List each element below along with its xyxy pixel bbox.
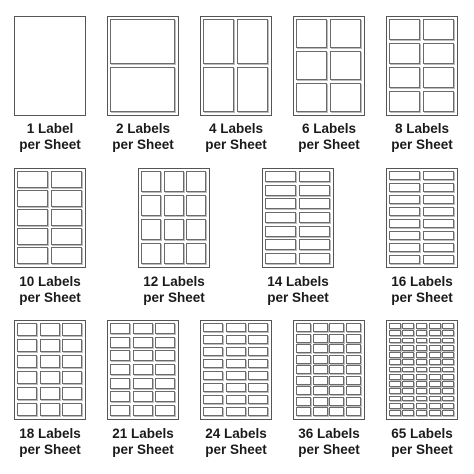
label-cell — [402, 388, 414, 394]
label-cell — [329, 344, 344, 353]
label-cell — [248, 335, 268, 344]
caption-line-per-sheet: per Sheet — [19, 290, 81, 305]
label-cell — [62, 403, 82, 416]
label-cell — [346, 323, 361, 332]
sheet-diagram — [14, 320, 86, 420]
label-cell — [296, 386, 311, 395]
label-cell — [416, 330, 428, 336]
label-cell — [402, 330, 414, 336]
label-cell — [296, 397, 311, 406]
label-cell — [442, 381, 454, 387]
caption-line-count: 10 Labels — [19, 274, 81, 289]
label-cell — [346, 386, 361, 395]
label-cell — [299, 198, 330, 209]
label-cell — [329, 397, 344, 406]
label-cell — [329, 334, 344, 343]
caption-line-per-sheet: per Sheet — [205, 442, 267, 457]
label-cell — [389, 352, 401, 358]
label-cell — [248, 371, 268, 380]
label-cell — [423, 219, 454, 228]
label-cell — [329, 365, 344, 374]
caption-line-per-sheet: per Sheet — [205, 137, 267, 152]
label-cell — [442, 410, 454, 416]
label-cell — [237, 67, 268, 112]
label-cell — [389, 381, 401, 387]
label-cell — [313, 376, 328, 385]
label-cell — [203, 323, 223, 332]
caption-line-per-sheet: per Sheet — [391, 137, 453, 152]
label-cell — [423, 195, 454, 204]
label-cell — [313, 323, 328, 332]
label-cell — [346, 334, 361, 343]
label-cell — [313, 355, 328, 364]
label-cell — [226, 383, 246, 392]
label-cell — [299, 185, 330, 196]
caption-line-per-sheet: per Sheet — [112, 442, 174, 457]
caption — [2, 274, 98, 306]
sheet-diagram — [138, 168, 210, 268]
label-cell — [141, 195, 161, 216]
caption-line-per-sheet: per Sheet — [298, 442, 360, 457]
caption-line-per-sheet: per Sheet — [19, 442, 81, 457]
label-cell — [416, 345, 428, 351]
label-cell — [164, 219, 184, 240]
label-cell — [429, 388, 441, 394]
label-cell — [110, 67, 175, 112]
label-cell — [133, 350, 153, 361]
label-cell — [416, 359, 428, 365]
label-cell — [51, 209, 82, 226]
label-cell — [155, 350, 175, 361]
caption — [281, 121, 377, 153]
label-cell — [203, 67, 234, 112]
label-cell — [299, 239, 330, 250]
label-cell — [248, 395, 268, 404]
caption — [126, 274, 222, 306]
caption-line-per-sheet: per Sheet — [391, 442, 453, 457]
label-cell — [17, 228, 48, 245]
label-cell — [389, 183, 420, 192]
caption-line-per-sheet: per Sheet — [298, 137, 360, 152]
label-cell — [402, 338, 414, 344]
label-cell — [110, 350, 130, 361]
label-cell — [62, 371, 82, 384]
sheet-diagram — [262, 168, 334, 268]
caption-line-count: 1 Label — [26, 121, 74, 136]
sheet-diagram — [107, 320, 179, 420]
caption-line-count: 24 Labels — [205, 426, 267, 441]
caption — [374, 121, 470, 153]
sheet-diagram — [386, 320, 458, 420]
sheet-diagram — [200, 320, 272, 420]
label-cell — [389, 359, 401, 365]
label-cell — [423, 43, 454, 64]
caption — [2, 426, 98, 458]
label-cell — [389, 19, 420, 40]
label-cell — [164, 243, 184, 264]
label-cell — [203, 407, 223, 416]
caption-line-count: 12 Labels — [143, 274, 205, 289]
sheet-diagram — [293, 320, 365, 420]
label-cell — [329, 376, 344, 385]
label-cell — [429, 323, 441, 329]
label-cell — [442, 367, 454, 373]
caption — [188, 426, 284, 458]
label-cell — [265, 185, 296, 196]
label-cell — [51, 171, 82, 188]
label-cell — [299, 212, 330, 223]
label-cell — [17, 323, 37, 336]
label-cell — [17, 355, 37, 368]
label-cell — [423, 183, 454, 192]
label-cell — [346, 365, 361, 374]
label-cell — [442, 330, 454, 336]
label-cell — [133, 364, 153, 375]
label-cell — [429, 381, 441, 387]
label-cell — [329, 355, 344, 364]
label-cell — [429, 330, 441, 336]
label-cell — [155, 364, 175, 375]
label-cell — [62, 387, 82, 400]
label-cell — [402, 345, 414, 351]
label-cell — [265, 212, 296, 223]
label-cell — [203, 359, 223, 368]
label-cell — [423, 255, 454, 264]
label-cell — [226, 323, 246, 332]
label-cell — [237, 19, 268, 64]
label-cell — [429, 345, 441, 351]
label-cell — [17, 190, 48, 207]
label-cell — [329, 323, 344, 332]
label-cell — [248, 407, 268, 416]
caption — [374, 274, 470, 306]
label-cell — [17, 371, 37, 384]
caption — [188, 121, 284, 153]
sheet-diagram — [386, 16, 458, 116]
label-cell — [17, 387, 37, 400]
label-cell — [346, 397, 361, 406]
caption-line-count: 14 Labels — [267, 274, 329, 289]
label-cell — [416, 367, 428, 373]
label-cell — [429, 403, 441, 409]
label-cell — [155, 337, 175, 348]
label-cell — [62, 323, 82, 336]
label-cell — [296, 19, 327, 48]
label-cell — [17, 339, 37, 352]
sheet-diagram — [386, 168, 458, 268]
label-cell — [423, 91, 454, 112]
label-cell — [226, 395, 246, 404]
label-cell — [40, 387, 60, 400]
label-cell — [429, 352, 441, 358]
label-cell — [40, 403, 60, 416]
label-cell — [402, 403, 414, 409]
caption-line-per-sheet: per Sheet — [19, 137, 81, 152]
label-cell — [389, 403, 401, 409]
label-cell — [442, 338, 454, 344]
label-cell — [402, 367, 414, 373]
label-cell — [389, 43, 420, 64]
label-cell — [265, 171, 296, 182]
label-cell — [402, 374, 414, 380]
label-cell — [389, 396, 401, 402]
label-cell — [248, 347, 268, 356]
label-cell — [429, 359, 441, 365]
label-cell — [226, 359, 246, 368]
sheet-diagram — [200, 16, 272, 116]
label-cell — [226, 347, 246, 356]
label-cell — [313, 386, 328, 395]
label-cell — [416, 396, 428, 402]
label-cell — [133, 378, 153, 389]
label-cell — [423, 243, 454, 252]
label-cell — [296, 407, 311, 416]
label-cell — [346, 407, 361, 416]
label-cell — [442, 388, 454, 394]
label-cell — [402, 381, 414, 387]
label-cell — [133, 337, 153, 348]
caption-line-per-sheet: per Sheet — [267, 290, 329, 305]
label-cell — [416, 338, 428, 344]
label-cell — [313, 344, 328, 353]
label-cell — [110, 364, 130, 375]
label-cell — [51, 247, 82, 264]
label-cell — [442, 374, 454, 380]
label-cell — [155, 323, 175, 334]
label-cell — [389, 195, 420, 204]
label-cell — [389, 323, 401, 329]
label-cell — [423, 207, 454, 216]
label-cell — [203, 371, 223, 380]
label-cell — [296, 83, 327, 112]
label-cell — [296, 376, 311, 385]
label-cell — [203, 347, 223, 356]
caption — [2, 121, 98, 153]
caption-line-count: 4 Labels — [208, 121, 264, 136]
label-cell — [416, 410, 428, 416]
label-cell — [203, 335, 223, 344]
label-cell — [40, 323, 60, 336]
label-cell — [296, 51, 327, 80]
caption-line-count: 6 Labels — [301, 121, 357, 136]
label-cell — [17, 403, 37, 416]
caption — [281, 426, 377, 458]
label-cell — [402, 359, 414, 365]
label-cell — [389, 91, 420, 112]
sheet-diagram — [14, 16, 86, 116]
label-cell — [423, 171, 454, 180]
label-cell — [248, 383, 268, 392]
label-cell — [429, 396, 441, 402]
label-cell — [330, 19, 361, 48]
label-cell — [416, 381, 428, 387]
label-cell — [346, 344, 361, 353]
label-cell — [389, 388, 401, 394]
label-cell — [429, 338, 441, 344]
label-cell — [346, 376, 361, 385]
caption-line-per-sheet: per Sheet — [143, 290, 205, 305]
label-cell — [442, 403, 454, 409]
caption-line-count: 8 Labels — [394, 121, 450, 136]
label-cell — [17, 209, 48, 226]
label-cell — [296, 323, 311, 332]
caption-line-count: 65 Labels — [391, 426, 453, 441]
caption-line-count: 2 Labels — [115, 121, 171, 136]
label-cell — [110, 323, 130, 334]
label-cell — [265, 253, 296, 264]
label-cell — [226, 371, 246, 380]
caption-line-count: 16 Labels — [391, 274, 453, 289]
label-cell — [389, 243, 420, 252]
sheet-diagram — [293, 16, 365, 116]
label-cell — [442, 396, 454, 402]
label-cell — [416, 323, 428, 329]
label-cell — [389, 171, 420, 180]
label-cell — [133, 391, 153, 402]
label-cell — [164, 171, 184, 192]
label-cell — [186, 171, 206, 192]
label-cell — [296, 344, 311, 353]
label-cell — [155, 405, 175, 416]
label-cell — [186, 243, 206, 264]
label-cell — [389, 67, 420, 88]
label-cell — [296, 355, 311, 364]
label-cell — [110, 378, 130, 389]
label-cell — [186, 219, 206, 240]
label-cell — [389, 410, 401, 416]
caption-line-count: 21 Labels — [112, 426, 174, 441]
label-cell — [402, 352, 414, 358]
caption — [374, 426, 470, 458]
caption-line-count: 18 Labels — [19, 426, 81, 441]
label-cell — [402, 396, 414, 402]
label-cell — [416, 352, 428, 358]
label-cell — [40, 355, 60, 368]
label-cell — [40, 371, 60, 384]
label-cell — [313, 334, 328, 343]
label-cell — [313, 397, 328, 406]
label-cell — [17, 171, 48, 188]
label-cell — [429, 367, 441, 373]
label-cell — [416, 388, 428, 394]
label-cell — [423, 67, 454, 88]
label-cell — [133, 323, 153, 334]
label-cell — [226, 407, 246, 416]
sheet-diagram — [107, 16, 179, 116]
label-cell — [141, 171, 161, 192]
label-cell — [389, 374, 401, 380]
label-cell — [265, 239, 296, 250]
label-cell — [265, 226, 296, 237]
label-cell — [389, 219, 420, 228]
label-cell — [423, 19, 454, 40]
caption-line-per-sheet: per Sheet — [391, 290, 453, 305]
label-cell — [226, 335, 246, 344]
label-cell — [313, 365, 328, 374]
label-cell — [442, 345, 454, 351]
label-cell — [402, 410, 414, 416]
label-cell — [442, 352, 454, 358]
label-cell — [296, 365, 311, 374]
label-cell — [389, 330, 401, 336]
label-cell — [442, 323, 454, 329]
label-cell — [329, 386, 344, 395]
label-cell — [141, 219, 161, 240]
label-cell — [141, 243, 161, 264]
label-cell — [389, 367, 401, 373]
sheet-diagram — [14, 168, 86, 268]
label-cell — [51, 190, 82, 207]
label-cell — [265, 198, 296, 209]
label-cell — [62, 339, 82, 352]
label-cell — [164, 195, 184, 216]
label-cell — [389, 255, 420, 264]
label-cell — [389, 231, 420, 240]
label-cell — [155, 378, 175, 389]
caption — [95, 426, 191, 458]
label-cell — [248, 359, 268, 368]
label-cell — [248, 323, 268, 332]
label-cell — [110, 19, 175, 64]
label-cell — [299, 171, 330, 182]
label-cell — [402, 323, 414, 329]
label-cell — [330, 51, 361, 80]
label-cell — [40, 339, 60, 352]
label-cell — [416, 403, 428, 409]
label-cell — [296, 334, 311, 343]
label-cell — [416, 374, 428, 380]
label-cell — [110, 391, 130, 402]
label-cell — [442, 359, 454, 365]
label-cell — [186, 195, 206, 216]
label-cell — [330, 83, 361, 112]
label-cell — [329, 407, 344, 416]
label-cell — [155, 391, 175, 402]
label-cell — [389, 207, 420, 216]
label-cell — [429, 410, 441, 416]
caption — [250, 274, 346, 306]
label-cell — [62, 355, 82, 368]
label-cell — [429, 374, 441, 380]
label-cell — [203, 395, 223, 404]
caption-line-per-sheet: per Sheet — [112, 137, 174, 152]
label-cell — [51, 228, 82, 245]
label-cell — [389, 345, 401, 351]
label-cell — [110, 405, 130, 416]
label-cell — [389, 338, 401, 344]
label-cell — [299, 253, 330, 264]
label-cell — [110, 337, 130, 348]
caption-line-count: 36 Labels — [298, 426, 360, 441]
label-cell — [17, 247, 48, 264]
label-cell — [313, 407, 328, 416]
label-cell — [346, 355, 361, 364]
label-cell — [423, 231, 454, 240]
label-cell — [203, 19, 234, 64]
caption — [95, 121, 191, 153]
label-cell — [299, 226, 330, 237]
label-cell — [133, 405, 153, 416]
label-cell — [203, 383, 223, 392]
